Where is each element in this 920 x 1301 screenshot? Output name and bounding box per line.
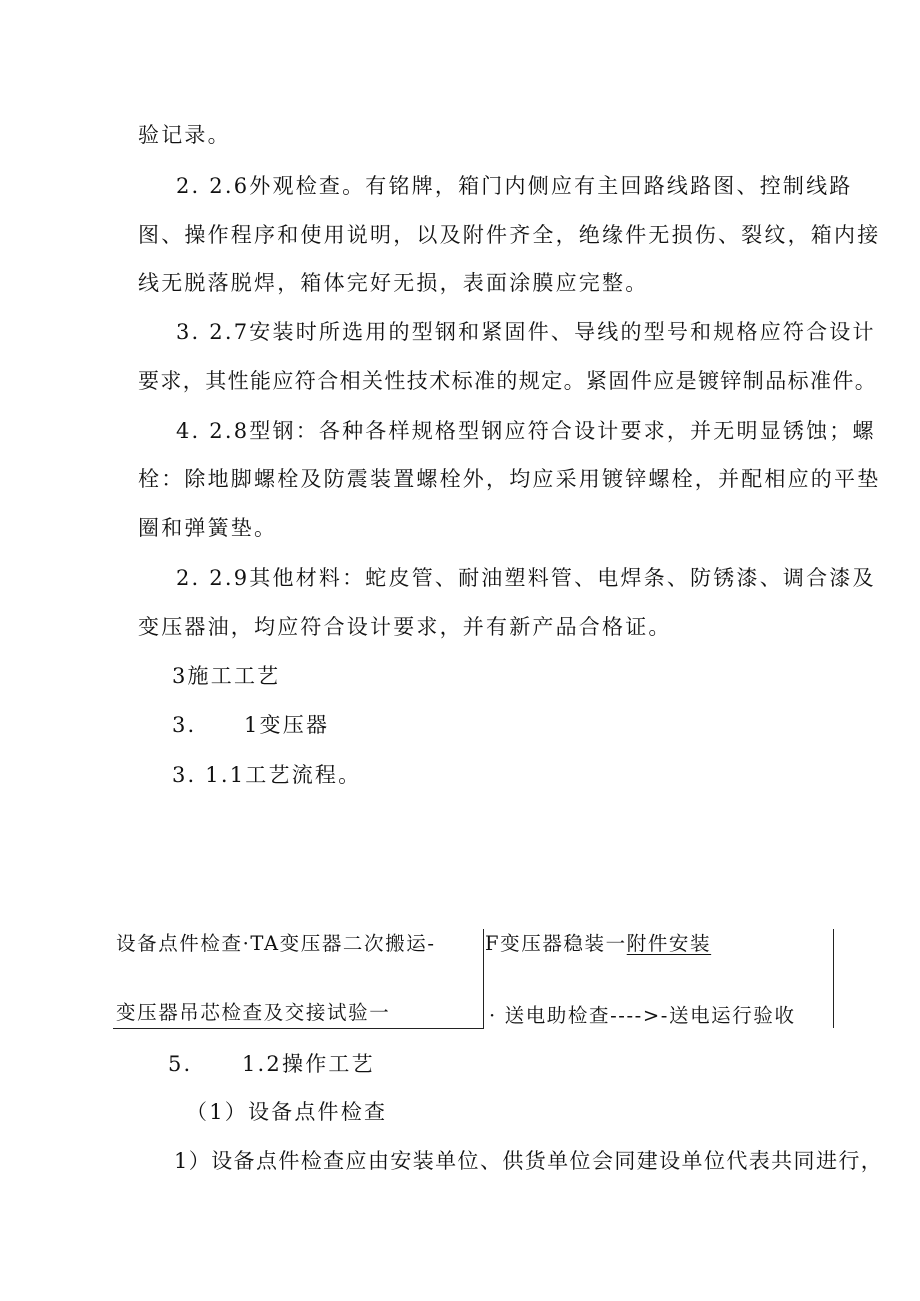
paragraph-2-2-6-line-3: 线无脱落脱焊，箱体完好无损，表面涂膜应完整。: [138, 271, 649, 295]
flow-step-right-top: [485, 931, 711, 957]
paragraph-2-2-7-line-1: 3. 2.7安装时所选用的型钢和紧固件、导线的型号和规格应符合设计: [176, 320, 876, 344]
heading-3-1-1: 3. 1.1工艺流程。: [172, 763, 362, 787]
heading-construction-process: 3施工工艺: [172, 664, 281, 688]
flow-step-right-bottom: · 送电助检查---->-送电运行验收: [489, 1004, 796, 1027]
paragraph-2-2-8-line-1: 4. 2.8型钢：各种各样规格型钢应符合设计要求，并无明显锈蚀；螺: [176, 419, 876, 443]
paragraph-2-2-6-line-2: 图、操作程序和使用说明，以及附件齐全，绝缘件无损伤、裂纹，箱内接: [138, 223, 881, 247]
heading-3-1-text: 1变压器: [244, 713, 330, 737]
flow-step-accessory-install: 附件安装: [626, 932, 712, 955]
paragraph-2-2-8-line-2: 栓：除地脚螺栓及防震装置螺栓外，均应采用镀锌螺栓，并配相应的平垫: [138, 467, 881, 491]
paragraph-2-2-9-line-2: 变压器油，均应符合设计要求，并有新产品合格证。: [138, 615, 672, 639]
flow-box-right-border: [833, 929, 834, 1028]
paragraph-continuation: 验记录。: [138, 123, 231, 147]
paragraph-2-2-6-line-1: 2. 2.6外观检查。有铭牌，箱门内侧应有主回路线路图、控制线路: [176, 174, 853, 198]
heading-operation-text: 1.2操作工艺: [242, 1052, 375, 1076]
heading-3-1-number: 3.: [172, 713, 197, 737]
flow-step-left-top: 设备点件检查·TA变压器二次搬运-: [116, 932, 436, 955]
paragraph-2-2-7-line-2: 要求，其性能应符合相关性技术标准的规定。紧固件应是镀锌制品标准件。: [138, 369, 878, 393]
sub-heading-equipment-check: （1）设备点件检查: [186, 1100, 388, 1124]
flow-step-transformer-install: F变压器稳装一: [485, 932, 627, 955]
paragraph-2-2-9-line-1: 2. 2.9其他材料：蛇皮管、耐油塑料管、电焊条、防锈漆、调合漆及: [176, 566, 876, 590]
flow-step-left-bottom: 变压器吊芯检查及交接试验一: [116, 1001, 391, 1024]
list-item-1: 1）设备点件检查应由安装单位、供货单位会同建设单位代表共同进行，: [174, 1149, 884, 1173]
heading-operation-number: 5.: [168, 1052, 193, 1076]
paragraph-2-2-8-line-3: 圈和弹簧垫。: [138, 516, 278, 540]
